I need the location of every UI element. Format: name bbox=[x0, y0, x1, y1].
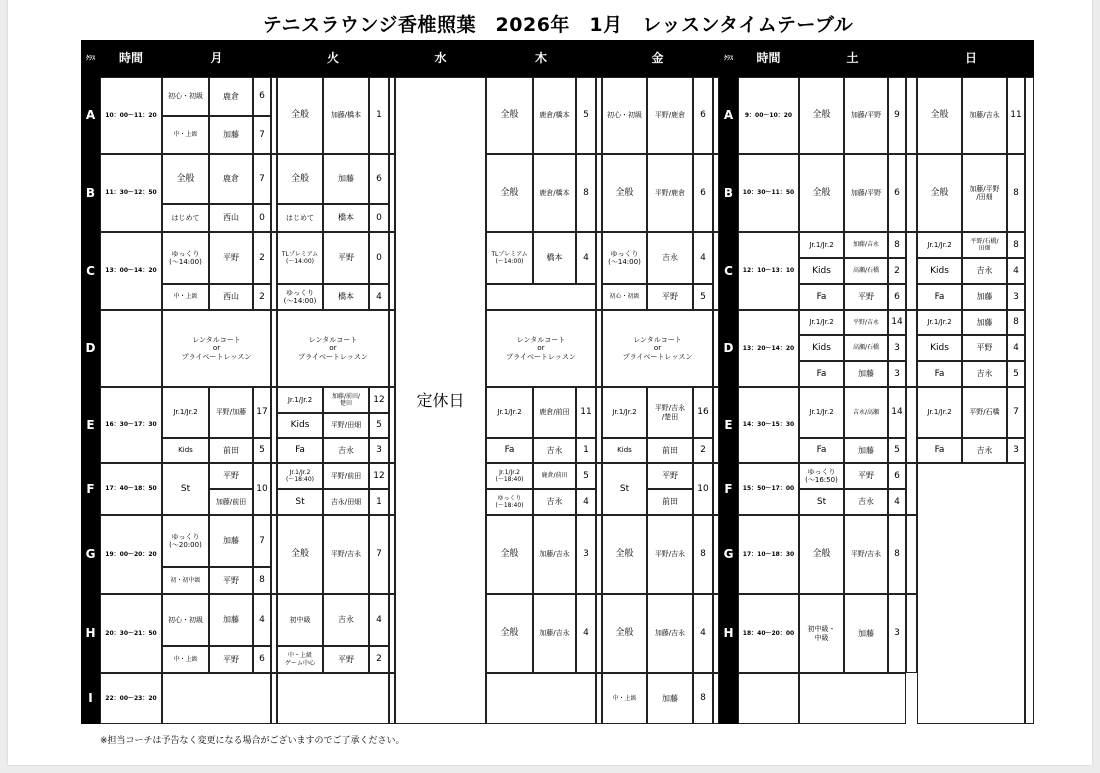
schedule-cell: 西山 bbox=[209, 204, 253, 232]
schedule-cell: Jr.1/Jr.2 (〜18:40) bbox=[277, 463, 323, 489]
schedule-cell: 全般 bbox=[486, 77, 533, 154]
schedule-cell: 吉永 bbox=[962, 361, 1007, 387]
schedule-cell: 全般 bbox=[917, 154, 962, 232]
time-i: 22：00〜23：20 bbox=[100, 673, 162, 724]
sun-blank bbox=[917, 463, 1025, 724]
schedule-cell: 前田 bbox=[647, 489, 693, 515]
schedule-cell: 初心・初級 bbox=[162, 594, 209, 646]
schedule-cell: 12 bbox=[369, 387, 389, 413]
schedule-cell: 8 bbox=[1007, 232, 1025, 258]
schedule-cell: 橋本 bbox=[323, 204, 369, 232]
schedule-cell: 中・上級 bbox=[162, 116, 209, 154]
schedule-cell: 全般 bbox=[799, 77, 844, 154]
time-f: 17：40〜18：50 bbox=[100, 463, 162, 515]
schedule-cell: 平野/鹿倉 bbox=[647, 154, 693, 232]
schedule-cell: 7 bbox=[253, 154, 271, 204]
schedule-cell: Jr.1/Jr.2 bbox=[486, 387, 533, 438]
schedule-cell: 2 bbox=[888, 258, 906, 284]
schedule-cell: 2 bbox=[253, 284, 271, 310]
schedule-cell bbox=[486, 673, 596, 724]
spacer bbox=[906, 387, 917, 463]
schedule-cell: St bbox=[162, 463, 209, 515]
header-mon: 月 bbox=[162, 40, 271, 77]
schedule-cell: 加藤/前田/ 楚田 bbox=[323, 387, 369, 413]
header-time: 時間 bbox=[100, 40, 162, 77]
schedule-cell: 全般 bbox=[277, 77, 323, 154]
schedule-cell: Jr.1/Jr.2 bbox=[917, 310, 962, 335]
header-time-weekend: 時間 bbox=[738, 40, 799, 77]
schedule-cell: Kids bbox=[799, 335, 844, 361]
schedule-cell: 初中級・ 中級 bbox=[799, 594, 844, 673]
schedule-cell: 加藤/吉永 bbox=[647, 594, 693, 673]
schedule-cell: 2 bbox=[253, 232, 271, 284]
schedule-cell: 平野/吉永 bbox=[323, 515, 369, 594]
schedule-cell: Jr.1/Jr.2 (〜18:40) bbox=[486, 463, 533, 489]
schedule-cell: 吉永 bbox=[962, 258, 1007, 284]
class-label-d: D bbox=[81, 310, 100, 387]
spacer bbox=[906, 154, 917, 232]
schedule-cell: 12 bbox=[369, 463, 389, 489]
header-sep bbox=[906, 40, 917, 77]
schedule-cell: St bbox=[799, 489, 844, 515]
schedule-cell: 5 bbox=[253, 438, 271, 463]
schedule-cell: Kids bbox=[917, 335, 962, 361]
wed-closed: 定休日 bbox=[395, 77, 486, 724]
schedule-cell: はじめて bbox=[162, 204, 209, 232]
schedule-cell: 8 bbox=[576, 154, 596, 232]
schedule-cell: St bbox=[602, 463, 647, 515]
schedule-cell: 吉永 bbox=[533, 438, 576, 463]
class-label-h: H bbox=[81, 594, 100, 673]
schedule-cell: 6 bbox=[888, 463, 906, 489]
class-label-weekend-blank bbox=[719, 673, 738, 724]
schedule-cell: 鹿倉 bbox=[209, 154, 253, 204]
schedule-cell: 平野 bbox=[209, 646, 253, 673]
time-weekend-f: 15：50〜17：00 bbox=[738, 463, 799, 515]
schedule-cell: 加藤 bbox=[209, 594, 253, 646]
class-label-weekend-g: G bbox=[719, 515, 738, 594]
schedule-cell: 加藤 bbox=[323, 154, 369, 204]
schedule-cell: Jr.1/Jr.2 bbox=[917, 387, 962, 438]
schedule-cell: レンタルコート or プライベートレッスン bbox=[602, 310, 713, 387]
spacer bbox=[906, 594, 917, 673]
spacer bbox=[906, 515, 917, 594]
schedule-cell: 4 bbox=[369, 284, 389, 310]
schedule-cell: 5 bbox=[1007, 361, 1025, 387]
schedule-cell: 吉永 bbox=[647, 232, 693, 284]
schedule-cell: 鹿倉/前田 bbox=[533, 387, 576, 438]
schedule-cell: 鹿倉/橋本 bbox=[533, 77, 576, 154]
schedule-cell: 4 bbox=[888, 489, 906, 515]
class-label-g: G bbox=[81, 515, 100, 594]
schedule-cell: 高瀬/石橋 bbox=[844, 258, 888, 284]
sat-blank bbox=[799, 673, 906, 724]
time-weekend-b: 10：30〜11：50 bbox=[738, 154, 799, 232]
schedule-cell: 7 bbox=[369, 515, 389, 594]
spacer bbox=[906, 463, 917, 515]
schedule-cell: 加藤 bbox=[962, 310, 1007, 335]
schedule-cell: 加藤 bbox=[647, 673, 693, 724]
class-label-weekend-c: C bbox=[719, 232, 738, 310]
schedule-cell: 6 bbox=[253, 646, 271, 673]
schedule-cell: 17 bbox=[253, 387, 271, 438]
class-label-e: E bbox=[81, 387, 100, 463]
class-label-c: C bbox=[81, 232, 100, 310]
schedule-cell: はじめて bbox=[277, 204, 323, 232]
schedule-cell: 3 bbox=[888, 361, 906, 387]
class-label-weekend-b: B bbox=[719, 154, 738, 232]
schedule-cell: レンタルコート or プライベートレッスン bbox=[162, 310, 271, 387]
schedule-cell: 加藤/平野 /田畑 bbox=[962, 154, 1007, 232]
schedule-cell: 14 bbox=[888, 310, 906, 335]
schedule-cell: 4 bbox=[1007, 258, 1025, 284]
schedule-cell: 3 bbox=[1007, 284, 1025, 310]
schedule-cell: 全般 bbox=[162, 154, 209, 204]
schedule-cell: Kids bbox=[799, 258, 844, 284]
schedule-cell: 吉永/高瀬 bbox=[844, 387, 888, 438]
class-label-f: F bbox=[81, 463, 100, 515]
class-label-weekend-d: D bbox=[719, 310, 738, 387]
schedule-cell: 4 bbox=[693, 594, 713, 673]
time-a: 10：00〜11：20 bbox=[100, 77, 162, 154]
schedule-cell: 加藤/平野 bbox=[844, 77, 888, 154]
class-label-a: A bbox=[81, 77, 100, 154]
schedule-cell: 0 bbox=[253, 204, 271, 232]
schedule-cell: Kids bbox=[277, 413, 323, 438]
schedule-cell: 全般 bbox=[277, 515, 323, 594]
schedule-cell: Fa bbox=[917, 438, 962, 463]
schedule-cell: 加藤 bbox=[844, 438, 888, 463]
schedule-cell: 橋本 bbox=[533, 232, 576, 284]
schedule-cell: 4 bbox=[576, 594, 596, 673]
schedule-cell: Fa bbox=[799, 361, 844, 387]
schedule-cell: Jr.1/Jr.2 bbox=[917, 232, 962, 258]
schedule-cell: 鹿倉/橋本 bbox=[533, 154, 576, 232]
schedule-cell: 平野 bbox=[647, 463, 693, 489]
schedule-cell: 8 bbox=[888, 515, 906, 594]
schedule-cell: 6 bbox=[888, 154, 906, 232]
class-label-weekend-h: H bbox=[719, 594, 738, 673]
schedule-cell: Jr.1/Jr.2 bbox=[799, 232, 844, 258]
schedule-cell: 平野 bbox=[209, 567, 253, 594]
schedule-cell: Kids bbox=[162, 438, 209, 463]
spacer bbox=[906, 232, 917, 310]
schedule-cell: TLプレミアム (〜14:00) bbox=[277, 232, 323, 284]
schedule-cell: 1 bbox=[576, 438, 596, 463]
header-fri: 金 bbox=[602, 40, 713, 77]
schedule-cell: Fa bbox=[917, 284, 962, 310]
schedule-cell: 6 bbox=[369, 154, 389, 204]
schedule-cell: ゆっくり (〜14:00) bbox=[277, 284, 323, 310]
header-sun: 日 bbox=[917, 40, 1025, 77]
schedule-cell: 平野/吉永 bbox=[844, 310, 888, 335]
schedule-cell: Kids bbox=[917, 258, 962, 284]
schedule-cell: 加藤 bbox=[844, 361, 888, 387]
schedule-cell: 平野 bbox=[844, 463, 888, 489]
schedule-cell: 全般 bbox=[602, 515, 647, 594]
right-margin bbox=[1025, 77, 1034, 724]
schedule-cell: 平野 bbox=[647, 284, 693, 310]
schedule-cell: 3 bbox=[576, 515, 596, 594]
schedule-cell: 9 bbox=[888, 77, 906, 154]
time-weekend-g: 17：10〜18：30 bbox=[738, 515, 799, 594]
schedule-cell: Jr.1/Jr.2 bbox=[162, 387, 209, 438]
schedule-cell: 7 bbox=[253, 515, 271, 567]
schedule-cell: 1 bbox=[369, 489, 389, 515]
schedule-cell: 7 bbox=[253, 116, 271, 154]
schedule-cell: 加藤/吉永 bbox=[533, 515, 576, 594]
schedule-cell: 平野/石橋 bbox=[962, 387, 1007, 438]
schedule-cell: Fa bbox=[277, 438, 323, 463]
spacer bbox=[906, 310, 917, 387]
schedule-cell: 加藤/前田 bbox=[209, 489, 253, 515]
schedule-cell: Fa bbox=[917, 361, 962, 387]
schedule-cell: 初心・初級 bbox=[602, 77, 647, 154]
schedule-cell: 5 bbox=[576, 77, 596, 154]
schedule-cell: 5 bbox=[576, 463, 596, 489]
schedule-cell: 初中級 bbox=[277, 594, 323, 646]
schedule-cell: 10 bbox=[693, 463, 713, 515]
schedule-cell: ゆっくり (〜18:40) bbox=[486, 489, 533, 515]
schedule-cell: 平野 bbox=[209, 232, 253, 284]
schedule-cell: 全般 bbox=[602, 594, 647, 673]
schedule-cell: 加藤 bbox=[209, 116, 253, 154]
schedule-cell: 前田 bbox=[209, 438, 253, 463]
class-label-i: I bbox=[81, 673, 100, 724]
header-sep bbox=[1025, 40, 1034, 77]
schedule-cell: 3 bbox=[888, 335, 906, 361]
class-label-weekend-a: A bbox=[719, 77, 738, 154]
time-weekend-a: 9：00〜10：20 bbox=[738, 77, 799, 154]
schedule-cell: 平野 bbox=[962, 335, 1007, 361]
schedule-cell: レンタルコート or プライベートレッスン bbox=[277, 310, 389, 387]
spacer bbox=[906, 77, 917, 154]
schedule-cell: 全般 bbox=[486, 154, 533, 232]
schedule-cell bbox=[277, 673, 389, 724]
schedule-cell: 全般 bbox=[277, 154, 323, 204]
schedule-cell: 全般 bbox=[799, 154, 844, 232]
time-d bbox=[100, 310, 162, 387]
time-weekend-e: 14：30〜15：30 bbox=[738, 387, 799, 463]
schedule-cell: 加藤/吉永 bbox=[844, 232, 888, 258]
schedule-cell: 4 bbox=[253, 594, 271, 646]
schedule-cell: 平野 bbox=[323, 232, 369, 284]
schedule-cell: 1 bbox=[369, 77, 389, 154]
schedule-cell: 橋本 bbox=[323, 284, 369, 310]
schedule-cell: 全般 bbox=[486, 594, 533, 673]
time-weekend-h: 18：40〜20：00 bbox=[738, 594, 799, 673]
header-class: ｸﾗｽ bbox=[81, 40, 100, 77]
header-class-weekend: ｸﾗｽ bbox=[719, 40, 738, 77]
schedule-cell: 平野/吉永 /楚田 bbox=[647, 387, 693, 438]
schedule-cell: 高瀬/石橋 bbox=[844, 335, 888, 361]
schedule-cell: 中・上級 bbox=[162, 284, 209, 310]
schedule-cell: 10 bbox=[253, 463, 271, 515]
time-h: 20：30〜21：50 bbox=[100, 594, 162, 673]
schedule-cell: Kids bbox=[602, 438, 647, 463]
schedule-cell: TLプレミアム (〜14:00) bbox=[486, 232, 533, 284]
time-weekend-c: 12：10〜13：10 bbox=[738, 232, 799, 310]
schedule-cell: ゆっくり (〜16:50) bbox=[799, 463, 844, 489]
schedule-cell: 初心・初級 bbox=[602, 284, 647, 310]
schedule-cell: 平野/石橋/ 田畑 bbox=[962, 232, 1007, 258]
schedule-cell: 6 bbox=[253, 77, 271, 116]
schedule-cell: 2 bbox=[369, 646, 389, 673]
time-weekend-blank bbox=[738, 673, 799, 724]
schedule-cell: 平野/鹿倉 bbox=[647, 77, 693, 154]
schedule-cell: Fa bbox=[486, 438, 533, 463]
schedule-cell: 平野 bbox=[209, 463, 253, 489]
schedule-cell: 初心・初級 bbox=[162, 77, 209, 116]
schedule-cell: 6 bbox=[693, 77, 713, 154]
schedule-cell: ゆっくり (〜20:00) bbox=[162, 515, 209, 567]
schedule-cell: 8 bbox=[693, 515, 713, 594]
header-wed: 水 bbox=[395, 40, 486, 77]
schedule-cell: 4 bbox=[576, 489, 596, 515]
schedule-cell: 14 bbox=[888, 387, 906, 438]
schedule-cell: 初・初中級 bbox=[162, 567, 209, 594]
schedule-cell: 全般 bbox=[917, 77, 962, 154]
schedule-cell: 西山 bbox=[209, 284, 253, 310]
schedule-cell: 加藤/平野 bbox=[844, 154, 888, 232]
schedule-cell: 2 bbox=[693, 438, 713, 463]
schedule-cell: 8 bbox=[1007, 310, 1025, 335]
schedule-cell: 平野/加藤 bbox=[209, 387, 253, 438]
schedule-cell: 平野/前田 bbox=[323, 463, 369, 489]
schedule-cell: 7 bbox=[1007, 387, 1025, 438]
schedule-cell: 6 bbox=[888, 284, 906, 310]
schedule-cell: 8 bbox=[1007, 154, 1025, 232]
schedule-cell: Fa bbox=[799, 284, 844, 310]
schedule-cell: 4 bbox=[576, 232, 596, 284]
schedule-cell: 平野/吉永 bbox=[844, 515, 888, 594]
schedule-cell: 4 bbox=[1007, 335, 1025, 361]
schedule-cell: レンタルコート or プライベートレッスン bbox=[486, 310, 596, 387]
schedule-cell: 0 bbox=[369, 204, 389, 232]
schedule-cell: 中・上級 ゲーム中心 bbox=[277, 646, 323, 673]
schedule-cell: 16 bbox=[693, 387, 713, 438]
schedule-cell: 加藤/吉永 bbox=[962, 77, 1007, 154]
schedule-cell: St bbox=[277, 489, 323, 515]
schedule-cell: Jr.1/Jr.2 bbox=[602, 387, 647, 438]
schedule-cell: 3 bbox=[369, 438, 389, 463]
time-e: 16：30〜17：30 bbox=[100, 387, 162, 463]
schedule-cell: 加藤/橋本 bbox=[323, 77, 369, 154]
schedule-cell: 吉永 bbox=[533, 489, 576, 515]
schedule-cell bbox=[162, 673, 271, 724]
schedule-cell: 吉永/田畑 bbox=[323, 489, 369, 515]
schedule-cell: 全般 bbox=[486, 515, 533, 594]
time-g: 19：00〜20：20 bbox=[100, 515, 162, 594]
header-tue: 火 bbox=[277, 40, 389, 77]
time-c: 13：00〜14：20 bbox=[100, 232, 162, 310]
header-sat: 土 bbox=[799, 40, 906, 77]
schedule-cell: 吉永 bbox=[962, 438, 1007, 463]
schedule-cell: 加藤 bbox=[962, 284, 1007, 310]
schedule-cell: 4 bbox=[693, 232, 713, 284]
schedule-cell: Jr.1/Jr.2 bbox=[799, 387, 844, 438]
class-label-weekend-f: F bbox=[719, 463, 738, 515]
schedule-cell: 加藤 bbox=[209, 515, 253, 567]
schedule-cell: 0 bbox=[369, 232, 389, 284]
schedule-cell: 6 bbox=[693, 154, 713, 232]
schedule-cell: 中・上級 bbox=[602, 673, 647, 724]
schedule-cell: 8 bbox=[253, 567, 271, 594]
schedule-cell: 全般 bbox=[602, 154, 647, 232]
schedule-cell: 5 bbox=[369, 413, 389, 438]
schedule-cell: Jr.1/Jr.2 bbox=[799, 310, 844, 335]
time-weekend-d: 13：20〜14：20 bbox=[738, 310, 799, 387]
schedule-cell: 加藤 bbox=[844, 594, 888, 673]
schedule-cell: 5 bbox=[693, 284, 713, 310]
timetable bbox=[81, 40, 1034, 724]
schedule-cell: 鹿倉 bbox=[209, 77, 253, 116]
schedule-cell: 吉永 bbox=[323, 594, 369, 646]
schedule-cell: ゆっくり (〜14:00) bbox=[602, 232, 647, 284]
schedule-cell: 吉永 bbox=[323, 438, 369, 463]
footnote: ※担当コーチは予告なく変更になる場合がございますのでご了承ください。 bbox=[100, 736, 405, 746]
schedule-cell: Fa bbox=[799, 438, 844, 463]
schedule-cell: 鹿倉/前田 bbox=[533, 463, 576, 489]
schedule-cell: 4 bbox=[369, 594, 389, 646]
schedule-cell: 平野/吉永 bbox=[647, 515, 693, 594]
schedule-cell: 平野 bbox=[323, 646, 369, 673]
schedule-cell: ゆっくり (〜14:00) bbox=[162, 232, 209, 284]
schedule-cell bbox=[486, 284, 596, 310]
schedule-cell: 11 bbox=[576, 387, 596, 438]
schedule-cell: 平野 bbox=[844, 284, 888, 310]
page-title: テニスラウンジ香椎照葉 2026年 1月 レッスンタイムテーブル bbox=[262, 14, 854, 36]
timetable-paper bbox=[8, 0, 1092, 765]
class-label-weekend-e: E bbox=[719, 387, 738, 463]
schedule-cell: 平野/田畑 bbox=[323, 413, 369, 438]
schedule-cell: 前田 bbox=[647, 438, 693, 463]
schedule-cell: 3 bbox=[888, 594, 906, 673]
schedule-cell: 3 bbox=[1007, 438, 1025, 463]
schedule-cell: 中・上級 bbox=[162, 646, 209, 673]
schedule-cell: 8 bbox=[693, 673, 713, 724]
schedule-cell: 加藤/吉永 bbox=[533, 594, 576, 673]
schedule-cell: 5 bbox=[888, 438, 906, 463]
schedule-cell: 吉永 bbox=[844, 489, 888, 515]
class-label-b: B bbox=[81, 154, 100, 232]
schedule-cell: 11 bbox=[1007, 77, 1025, 154]
schedule-cell: Jr.1/Jr.2 bbox=[277, 387, 323, 413]
schedule-cell: 全般 bbox=[799, 515, 844, 594]
schedule-cell: 8 bbox=[888, 232, 906, 258]
time-b: 11：30〜12：50 bbox=[100, 154, 162, 232]
header-thu: 木 bbox=[486, 40, 596, 77]
